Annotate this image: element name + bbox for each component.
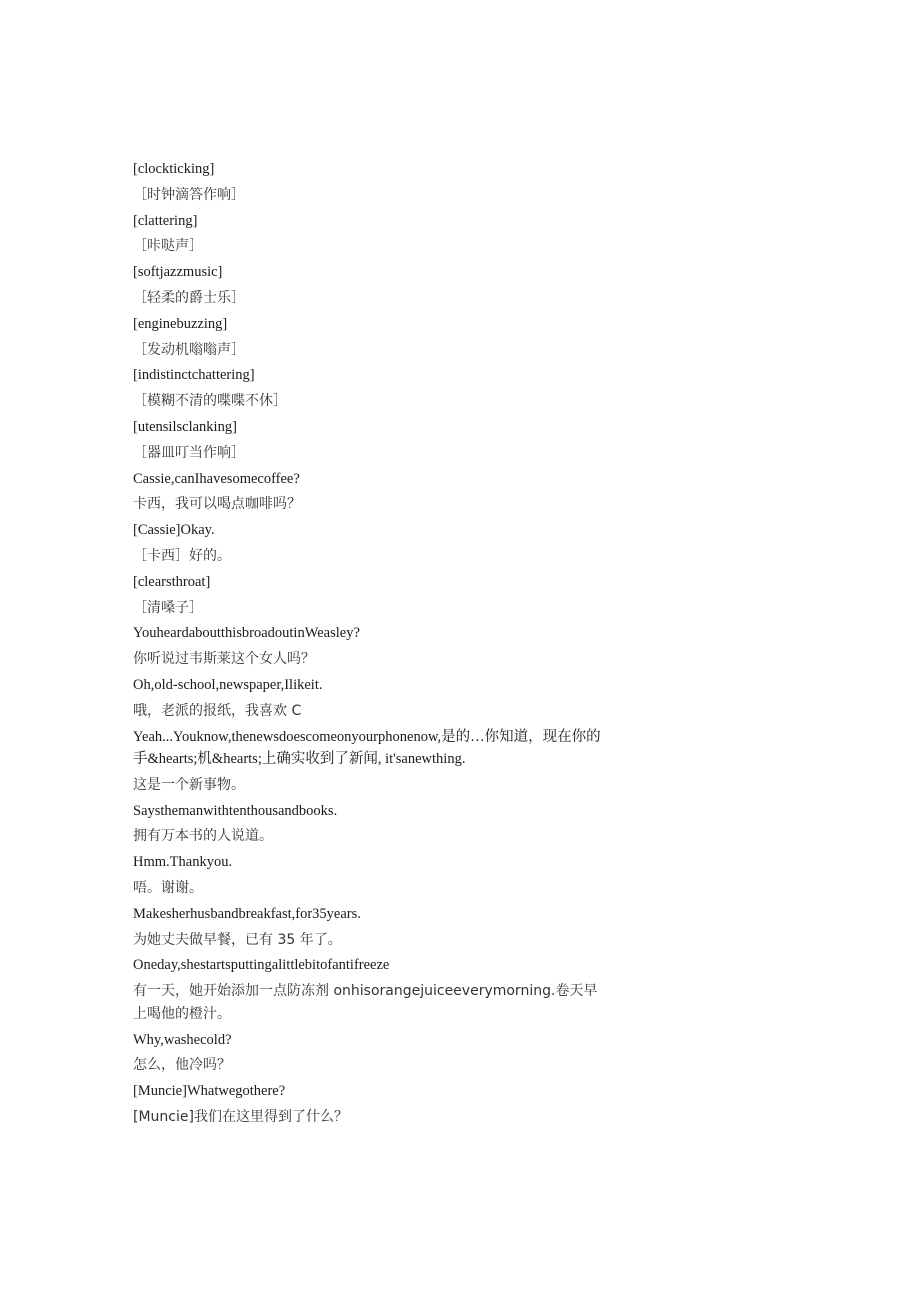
document-page [133,158,603,1132]
line-sfx-engine-en: [enginebuzzing] [133,315,228,332]
line-dialogue-en: Makesherhusbandbreakfast,for35years. [133,905,361,922]
line-sfx-throat-zh: ［清嗓子］ [133,599,203,616]
line-dialogue-zh: 拥有万本书的人说道。 [133,828,273,845]
line-sfx-jazz-zh: ［轻柔的爵士乐］ [133,289,245,306]
line-sfx-clock-zh: ［时钟滴答作响］ [133,186,245,203]
line-dialogue-zh: [Muncie]我们在这里得到了什么？ [133,1108,348,1125]
line-sfx-clattering-zh: ［咔哒声］ [133,238,203,255]
line-sfx-clattering-en: [clattering] [133,212,198,229]
line-sfx-chattering-zh: ［模糊不清的喋喋不休］ [133,393,287,410]
line-dialogue-zh: 怎么，他冷吗？ [133,1057,231,1074]
line-sfx-engine-zh: ［发动机嗡嗡声］ [133,341,245,358]
line-sfx-clock-en: [clockticking] [133,161,215,177]
line-dialogue-zh: 卡西，我可以喝点咖啡吗？ [133,496,301,513]
line-sfx-utensils-zh: ［器皿叮当作响］ [133,444,245,461]
line-sfx-throat-en: [clearsthroat] [133,573,211,590]
line-sfx-utensils-en: [utensilsclanking] [133,418,237,435]
line-dialogue-zh: ［卡西］好的。 [133,547,231,564]
line-dialogue-zh: 你听说过韦斯莱这个女人吗？ [133,651,315,668]
line-dialogue-en: Saysthemanwithtenthousandbooks. [133,802,338,819]
line-dialogue-en: YouheardaboutthisbroadoutinWeasley? [133,625,360,642]
line-dialogue-en: Why,washecold? [133,1031,232,1048]
line-dialogue-en: Oh,old-school,newspaper,Ilikeit. [133,676,323,693]
line-dialogue-mixed: Yeah...Youknow,thenewsdoescomeonyourphonenow,是的…你知道，现在你的手&hearts;机&hearts;上确实收到了新闻, it'sanewthing. [133,728,601,768]
line-dialogue-zh: 唔。谢谢。 [133,880,203,897]
line-dialogue-zh: 这是一个新事物。 [133,776,245,793]
line-sfx-jazz-en: [softjazzmusic] [133,264,223,281]
line-dialogue-mixed: 有一天，她开始添加一点防冻剂 onhisorangejuiceeverymorning.卷天早上喝他的橙汁。 [133,983,598,1022]
line-dialogue-zh: 哦，老派的报纸，我喜欢 C [133,702,302,719]
line-dialogue-en: [Muncie]Whatwegothere? [133,1083,286,1100]
line-dialogue-en: Cassie,canIhavesomecoffee? [133,470,300,487]
line-dialogue-en: Hmm.Thankyou. [133,854,233,871]
line-dialogue-en: Oneday,shestartsputtingalittlebitofantifreeze [133,957,390,974]
line-dialogue-zh: 为她丈夫做早餐，已有 35 年了。 [133,931,342,948]
line-sfx-chattering-en: [indistinctchattering] [133,367,255,384]
line-dialogue-en: [Cassie]Okay. [133,522,215,539]
